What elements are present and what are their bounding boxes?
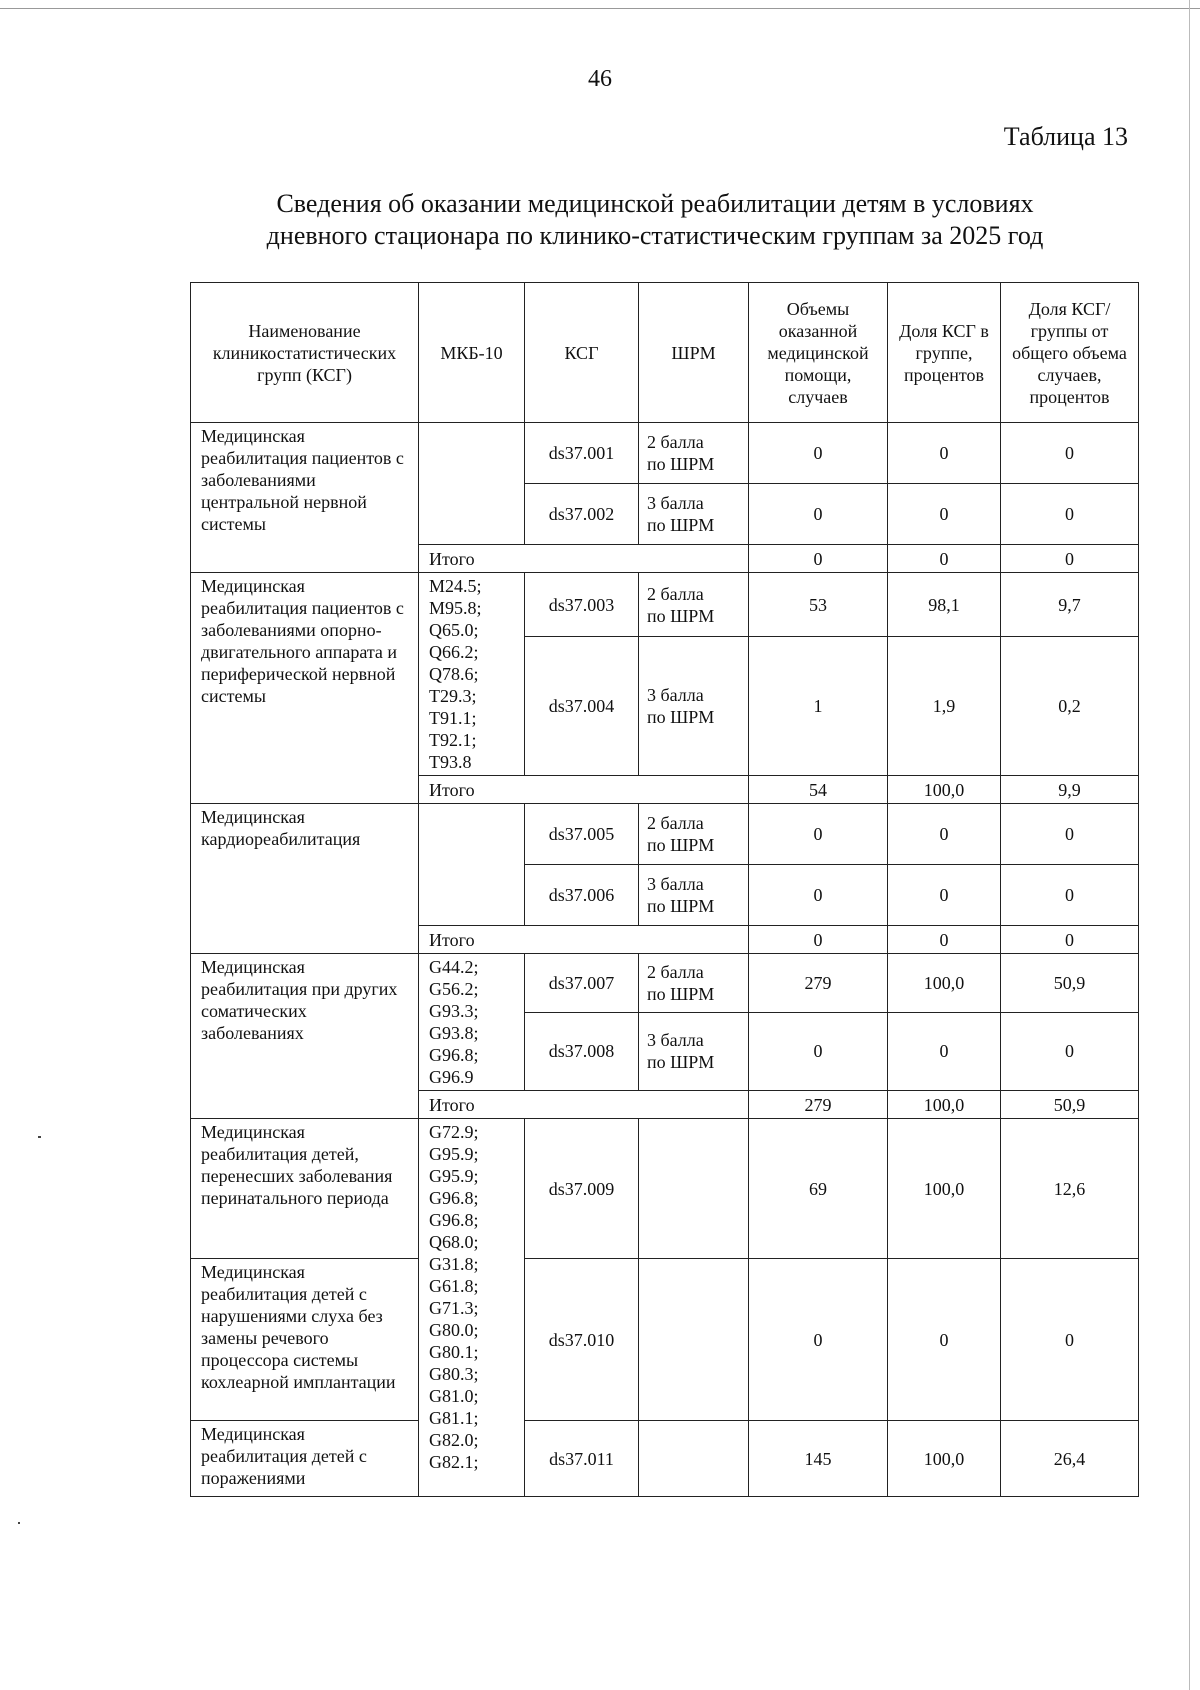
total-label-cell: Итого [419, 926, 749, 954]
share-total-cell: 0 [1001, 804, 1139, 865]
shrm-cell: 2 балла по ШРМ [639, 573, 749, 637]
share-total-cell: 50,9 [1001, 954, 1139, 1013]
shrm-cell: 3 балла по ШРМ [639, 865, 749, 926]
header-cell-volume: Объемы оказанной медицинской помощи, случаев [749, 283, 888, 423]
shrm-cell [639, 1421, 749, 1497]
share-group-cell: 0 [888, 423, 1001, 484]
scan-speck [18, 1522, 20, 1524]
volume-cell: 1 [749, 637, 888, 776]
group-name-cell: Медицинская реабилитация пациентов с заболеваниями центральной нервной системы [191, 423, 419, 573]
ksg-cell: ds37.009 [525, 1119, 639, 1259]
share-total-cell: 12,6 [1001, 1119, 1139, 1259]
volume-cell: 0 [749, 1012, 888, 1090]
shrm-cell: 3 балла по ШРМ [639, 484, 749, 545]
page-number: 46 [588, 66, 612, 92]
table-label: Таблица 13 [1003, 122, 1128, 151]
mkb-cell [419, 423, 525, 545]
total-volume-cell: 279 [749, 1091, 888, 1119]
page-edge-right [1189, 0, 1190, 1690]
table-row [191, 423, 1139, 484]
total-volume-cell: 0 [749, 545, 888, 573]
share-group-cell: 0 [888, 1259, 1001, 1421]
table-row [191, 804, 1139, 865]
total-share-group-cell: 100,0 [888, 1091, 1001, 1119]
shrm-cell: 2 балла по ШРМ [639, 954, 749, 1013]
shrm-cell: 2 балла по ШРМ [639, 423, 749, 484]
mkb-cell: M24.5; M95.8; Q65.0; Q66.2; Q78.6; T29.3; T91.1; T92.1; T93.8 [419, 573, 525, 776]
share-group-cell: 100,0 [888, 1119, 1001, 1259]
share-group-cell: 100,0 [888, 1421, 1001, 1497]
total-volume-cell: 54 [749, 776, 888, 804]
share-total-cell: 0 [1001, 865, 1139, 926]
table-row [191, 1119, 1139, 1259]
table-row [191, 954, 1139, 1013]
share-total-cell: 0,2 [1001, 637, 1139, 776]
share-group-cell: 0 [888, 484, 1001, 545]
volume-cell: 279 [749, 954, 888, 1013]
ksg-cell: ds37.006 [525, 865, 639, 926]
share-total-cell: 0 [1001, 1012, 1139, 1090]
header-cell-mkb: МКБ-10 [419, 283, 525, 423]
ksg-cell: ds37.001 [525, 423, 639, 484]
volume-cell: 0 [749, 484, 888, 545]
table-row [191, 573, 1139, 637]
volume-cell: 0 [749, 423, 888, 484]
share-total-cell: 0 [1001, 1259, 1139, 1421]
share-total-cell: 0 [1001, 423, 1139, 484]
share-total-cell: 9,7 [1001, 573, 1139, 637]
mkb-cell: G44.2; G56.2; G93.3; G93.8; G96.8; G96.9 [419, 954, 525, 1091]
group-name-cell: Медицинская реабилитация детей, перенесших заболевания перинатального периода [191, 1119, 419, 1259]
share-group-cell: 100,0 [888, 954, 1001, 1013]
volume-cell: 53 [749, 573, 888, 637]
total-share-total-cell: 9,9 [1001, 776, 1139, 804]
total-label-cell: Итого [419, 776, 749, 804]
page-edge-top [0, 8, 1200, 9]
share-total-cell: 26,4 [1001, 1421, 1139, 1497]
total-label-cell: Итого [419, 545, 749, 573]
ksg-cell: ds37.004 [525, 637, 639, 776]
title-line: Сведения об оказании медицинской реабилитации детям в условиях [276, 189, 1034, 218]
ksg-cell: ds37.011 [525, 1421, 639, 1497]
ksg-cell: ds37.008 [525, 1012, 639, 1090]
total-volume-cell: 0 [749, 926, 888, 954]
mkb-cell: G72.9; G95.9; G95.9; G96.8; G96.8; Q68.0; G31.8; G61.8; G71.3; G80.0; G80.1; G80.3; G81.0; G81.1; G82.0; G82.1; [419, 1119, 525, 1497]
header-cell-ksg: КСГ [525, 283, 639, 423]
share-group-cell: 1,9 [888, 637, 1001, 776]
shrm-cell: 3 балла по ШРМ [639, 1012, 749, 1090]
title-line: дневного стационара по клинико-статистическим группам за 2025 год [266, 221, 1044, 250]
ksg-cell: ds37.005 [525, 804, 639, 865]
group-name-cell: Медицинская реабилитация при других соматических заболеваниях [191, 954, 419, 1119]
volume-cell: 0 [749, 1259, 888, 1421]
header-cell-shrm: ШРМ [639, 283, 749, 423]
shrm-cell: 2 балла по ШРМ [639, 804, 749, 865]
volume-cell: 69 [749, 1119, 888, 1259]
group-name-cell: Медицинская реабилитация детей с нарушениями слуха без замены речевого процессора системы кохлеарной имплантации [191, 1259, 419, 1421]
share-group-cell: 0 [888, 865, 1001, 926]
group-name-cell: Медицинская кардиореабилитация [191, 804, 419, 954]
header-cell-share-group: Доля КСГ в группе, процентов [888, 283, 1001, 423]
shrm-cell: 3 балла по ШРМ [639, 637, 749, 776]
statistics-table [190, 282, 1139, 1497]
ksg-cell: ds37.007 [525, 954, 639, 1013]
volume-cell: 0 [749, 865, 888, 926]
total-share-total-cell: 0 [1001, 926, 1139, 954]
total-share-group-cell: 100,0 [888, 776, 1001, 804]
ksg-cell: ds37.003 [525, 573, 639, 637]
header-cell-share-total: Доля КСГ/ группы от общего объема случаев, процентов [1001, 283, 1139, 423]
total-share-group-cell: 0 [888, 545, 1001, 573]
total-share-total-cell: 0 [1001, 545, 1139, 573]
header-row [191, 283, 1139, 423]
document-title [180, 188, 1130, 252]
table-row [191, 1259, 1139, 1421]
table-row [191, 1421, 1139, 1497]
mkb-cell [419, 804, 525, 926]
shrm-cell [639, 1259, 749, 1421]
group-name-cell: Медицинская реабилитация пациентов с заболеваниями опорно-двигательного аппарата и периферической нервной системы [191, 573, 419, 804]
volume-cell: 0 [749, 804, 888, 865]
total-label-cell: Итого [419, 1091, 749, 1119]
total-share-total-cell: 50,9 [1001, 1091, 1139, 1119]
total-share-group-cell: 0 [888, 926, 1001, 954]
share-group-cell: 0 [888, 1012, 1001, 1090]
share-total-cell: 0 [1001, 484, 1139, 545]
ksg-cell: ds37.002 [525, 484, 639, 545]
ksg-cell: ds37.010 [525, 1259, 639, 1421]
volume-cell: 145 [749, 1421, 888, 1497]
share-group-cell: 98,1 [888, 573, 1001, 637]
scan-speck [38, 1136, 41, 1138]
group-name-cell: Медицинская реабилитация детей с поражениями [191, 1421, 419, 1497]
header-cell-name: Наименование клиникостатистических групп (КСГ) [191, 283, 419, 423]
shrm-cell [639, 1119, 749, 1259]
share-group-cell: 0 [888, 804, 1001, 865]
